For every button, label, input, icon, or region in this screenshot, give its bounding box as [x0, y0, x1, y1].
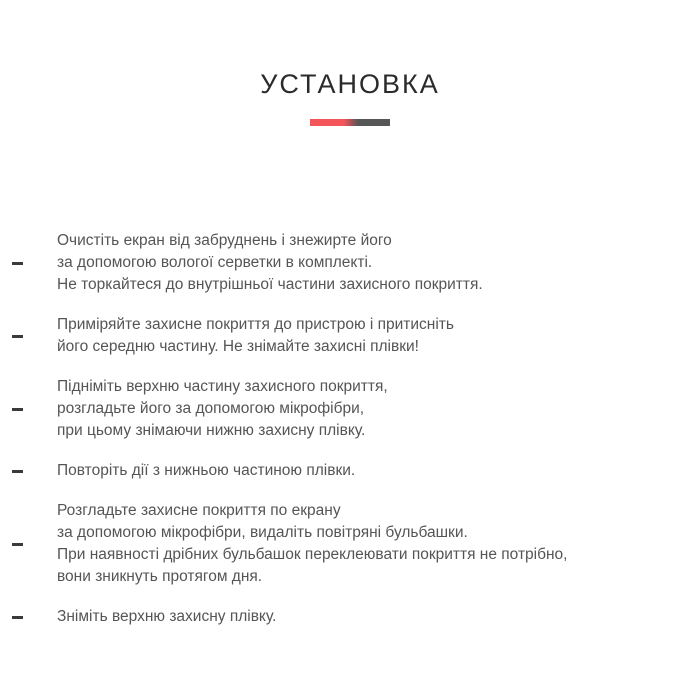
dash-marker-icon	[12, 335, 23, 338]
step-text-line: Не торкайтеся до внутрішньої частини захисного покриття.	[57, 276, 483, 293]
step-text-line: за допомогою вологої серветки в комплекті.	[57, 254, 373, 271]
step-text-line: розгладьте його за допомогою мікрофібри,	[57, 400, 365, 417]
dash-marker-icon	[12, 262, 23, 265]
step-text-block	[57, 500, 700, 588]
instruction-step	[0, 314, 700, 358]
step-text-line: Приміряйте захисне покриття до пристрою і притисніть	[57, 316, 454, 333]
step-text-line: Повторіть дії з нижньою частиною плівки.	[57, 462, 356, 479]
step-text-line: його середню частину. Не знімайте захисні плівки!	[57, 338, 419, 355]
title-block	[0, 68, 700, 100]
step-text-block	[57, 460, 700, 482]
step-text-line: вони зникнуть протягом дня.	[57, 568, 263, 585]
gradient-divider-bar	[310, 119, 390, 126]
step-text-block	[57, 230, 700, 296]
dash-marker-icon	[12, 470, 23, 473]
step-text-line: за допомогою мікрофібри, видаліть повітряні бульбашки.	[57, 524, 468, 541]
instruction-step	[0, 376, 700, 442]
step-text-line: Розгладьте захисне покриття по екрану	[57, 502, 341, 519]
page-title: УСТАНОВКА	[260, 69, 440, 99]
step-text-line: Підніміть верхню частину захисного покриття,	[57, 378, 388, 395]
step-text-line: Очистіть екран від забруднень і знежирте його	[57, 232, 392, 249]
instruction-step	[0, 460, 700, 482]
dash-marker-icon	[12, 408, 23, 411]
instruction-step	[0, 230, 700, 296]
step-text-block	[57, 376, 700, 442]
step-text-line: Зніміть верхню захисну плівку.	[57, 608, 277, 625]
step-text-line: При наявності дрібних бульбашок переклеювати покриття не потрібно,	[57, 546, 568, 563]
dash-marker-icon	[12, 616, 23, 619]
step-text-block	[57, 606, 700, 628]
title-divider	[0, 119, 700, 127]
instruction-step-list	[0, 230, 700, 628]
step-text-line: при цьому знімаючи нижню захисну плівку.	[57, 422, 366, 439]
instruction-step	[0, 606, 700, 628]
dash-marker-icon	[12, 543, 23, 546]
step-text-block	[57, 314, 700, 358]
instruction-step	[0, 500, 700, 588]
